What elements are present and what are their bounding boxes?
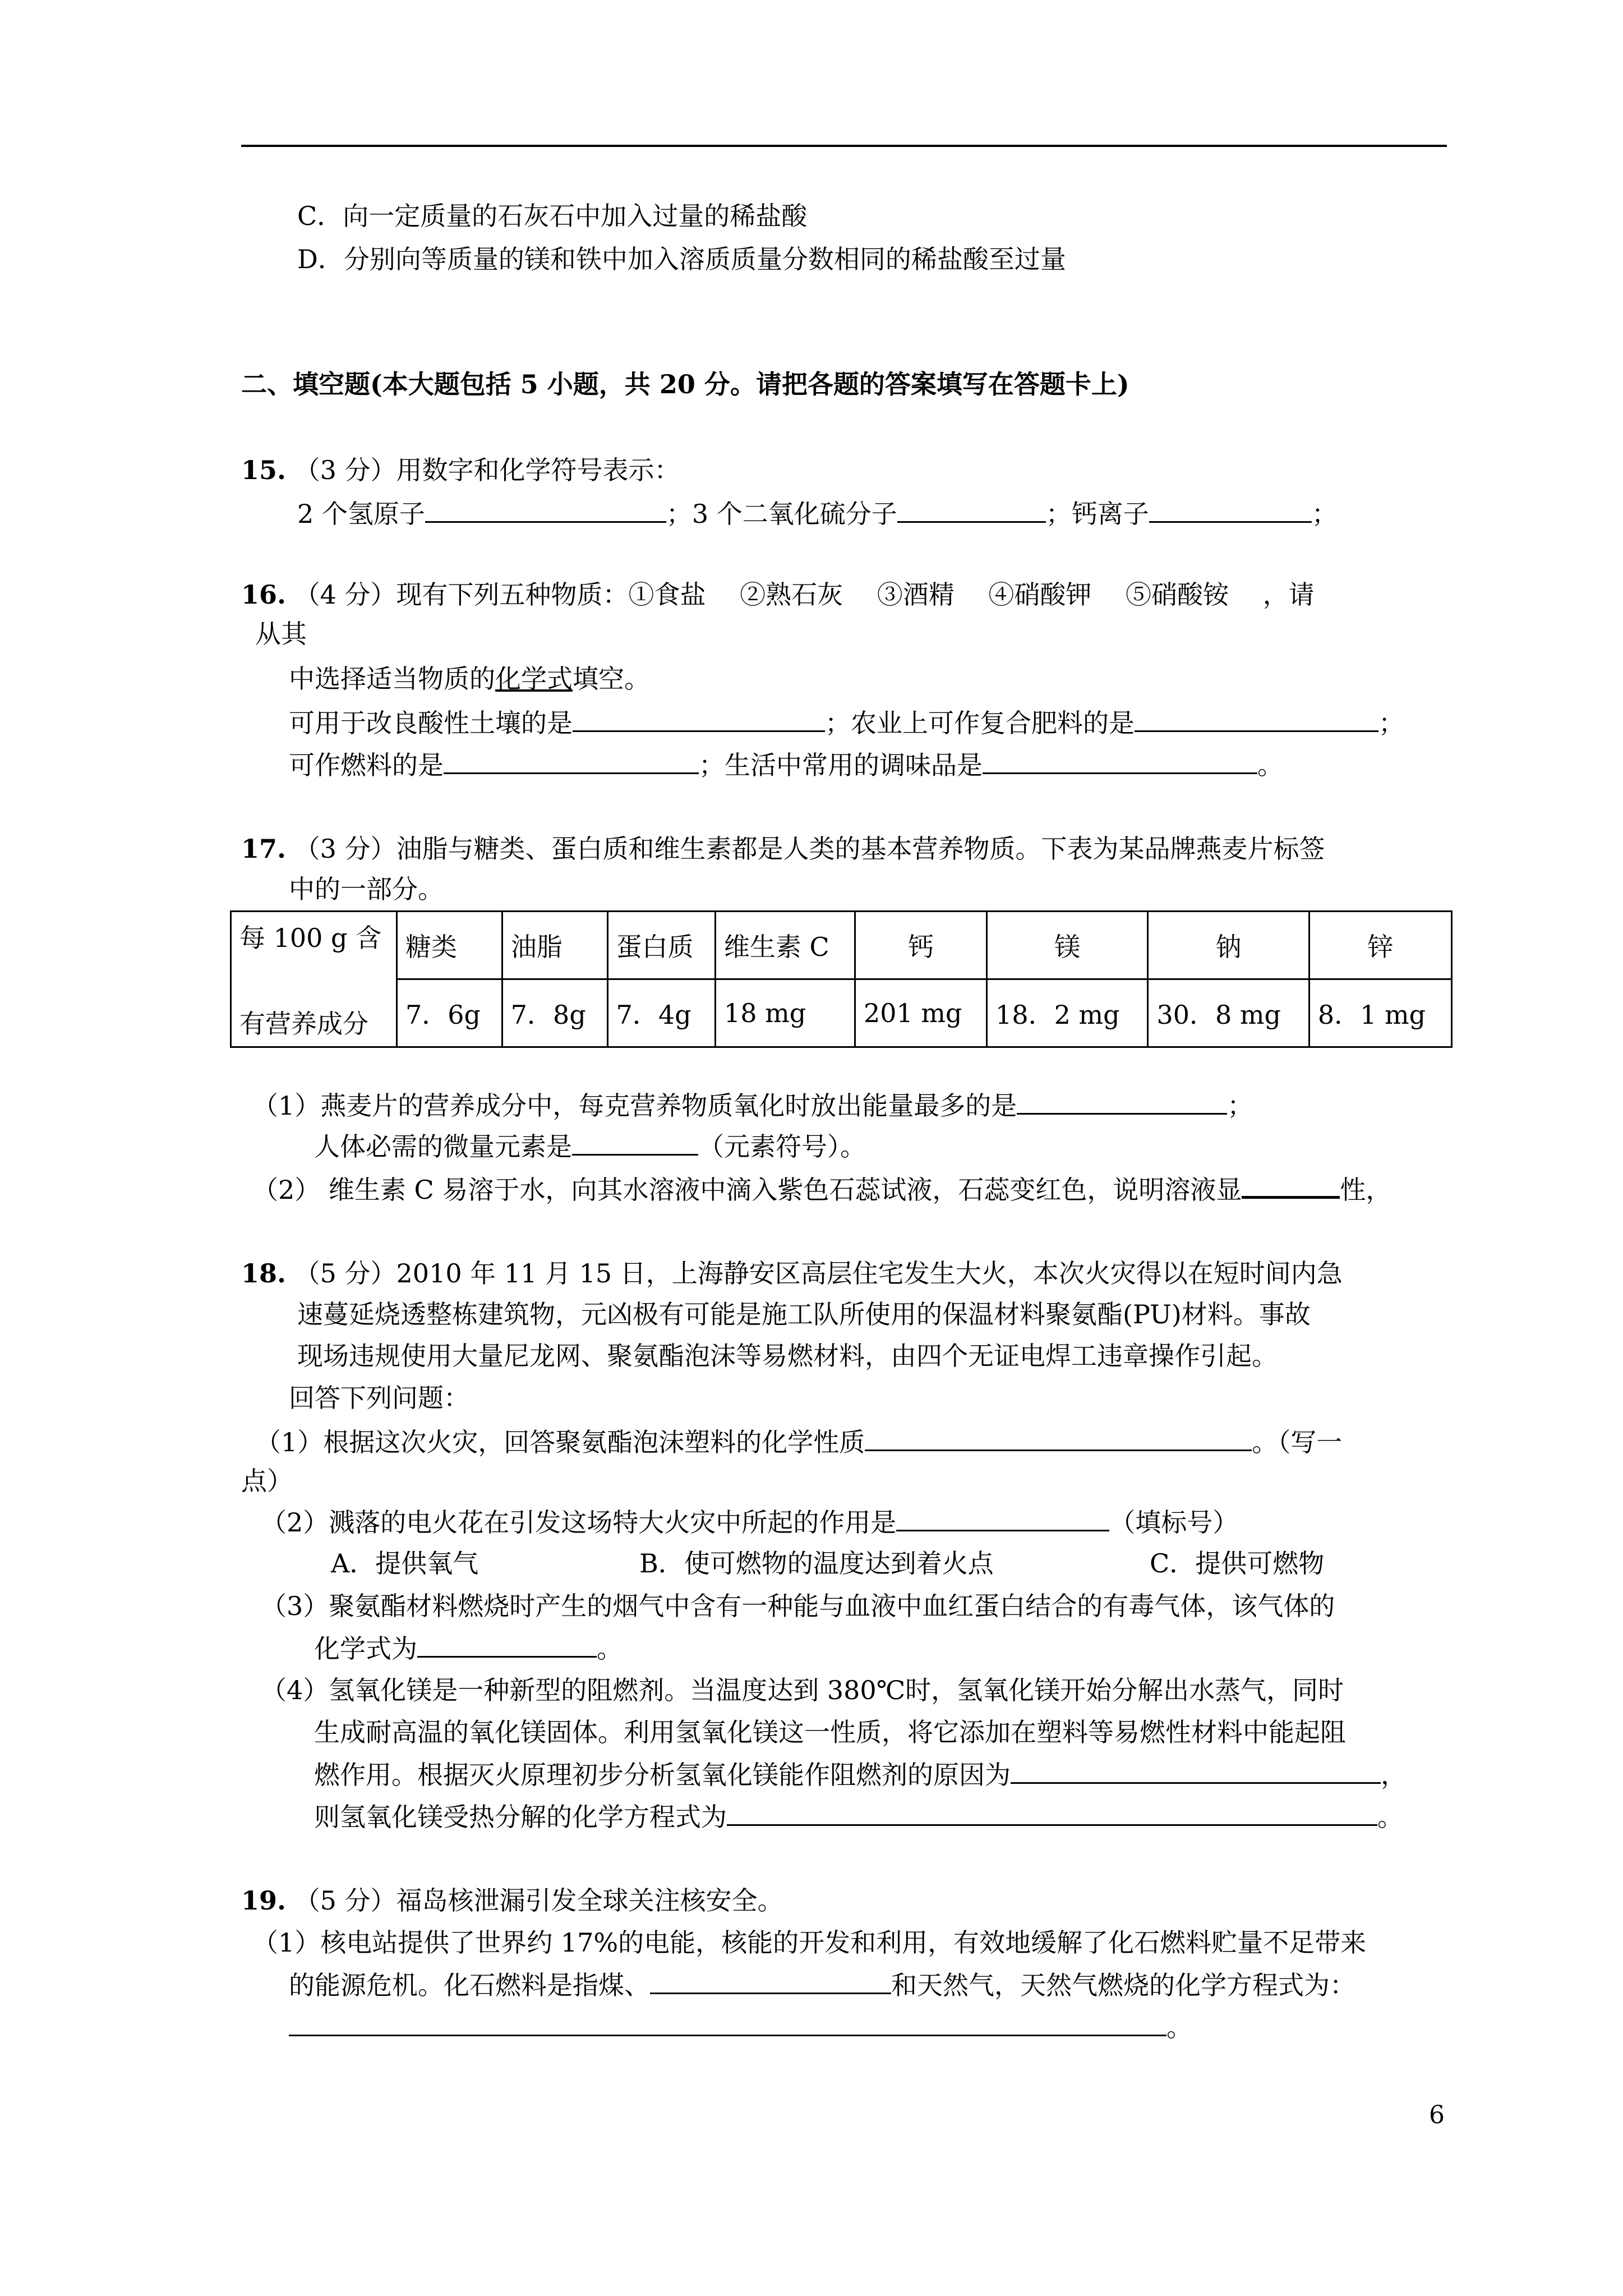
option-d: D．分别向等质量的镁和铁中加入溶质质量分数相同的稀盐酸至过量 [297,244,1066,274]
q18-opt-c: C．提供可燃物 [1150,1548,1325,1579]
q16-stem [241,578,1315,611]
q18-opt-b: B．使可燃物的温度达到着火点 [639,1548,994,1579]
q15-stem [241,453,680,487]
q17-stem-cont: 中的一部分。 [289,874,444,904]
q17-sub1 [252,1088,1253,1122]
q17-sub1-d: （元素符号）。 [698,1131,866,1162]
q18-sub4-line4 [314,1800,1403,1834]
q18-sub4-f: 。 [1377,1802,1403,1832]
q15-blank1[interactable] [425,496,666,523]
q18-blank4[interactable] [1011,1757,1381,1784]
table-val-7: 8．1 mg [1309,979,1451,1047]
q17-sub1-c: 人体必需的微量元素是 [314,1131,572,1162]
q18-sub3-b: 化学式为 [314,1634,417,1664]
q16-number: 16. [241,579,287,610]
table-val-3: 18 mg [715,979,855,1047]
table-val-4: 201 mg [855,979,987,1047]
q16-line4-b: ；生活中常用的调味品是 [699,750,983,780]
q17-sub1-b: ； [1227,1091,1253,1121]
q17-blank2[interactable] [572,1129,698,1156]
q18-sub3: （3）聚氨酯材料燃烧时产生的烟气中含有一种能与血液中血红蛋白结合的有毒气体，该气体的 [261,1591,1335,1621]
q17-sub2 [252,1171,1391,1207]
q16-blank2[interactable] [1135,706,1378,732]
q18-text: （5 分）2010 年 11 月 15 日，上海静安区高层住宅发生大火，本次火灾得以在短时间内急 [294,1258,1343,1289]
q19-blank1[interactable] [650,1968,891,1994]
q18-sub3-line2 [314,1631,623,1665]
q17-blank1[interactable] [1017,1088,1227,1115]
q16-line2-b: 填空。 [573,664,650,694]
q18-stem-4: 回答下列问题： [289,1383,469,1413]
q18-sub4-c: 燃作用。根据灭火原理初步分析氢氧化镁能作阻燃剂的原因为 [314,1760,1011,1790]
table-col-1: 油脂 [502,912,607,979]
q16-underlined-term: 化学式 [495,664,573,694]
q18-stem [241,1257,1343,1290]
table-col-3: 维生素 C [715,912,855,979]
q18-sub2-a: （2）溅落的电火花在引发这场特大火灾中所起的作用是 [261,1507,897,1538]
q19-sub1-b: 的能源危机。化石燃料是指煤、 [289,1970,650,2000]
table-col-2: 蛋白质 [607,912,715,979]
table-val-5: 18．2 mg [987,979,1148,1047]
q18-blank5[interactable] [727,1800,1377,1826]
table-head-top: 每 100 g 含 [231,912,397,979]
q18-sub3-c: 。 [597,1634,623,1664]
q16-text: （4 分）现有下列五种物质：①食盐 ②熟石灰 ③酒精 ④硝酸钾 ⑤硝酸铵 ，请 [294,579,1315,610]
q18-sub1 [255,1425,1342,1459]
option-c: C．向一定质量的石灰石中加入过量的稀盐酸 [297,201,808,231]
q19-sub1-end: 。 [1166,2012,1192,2042]
table-head-bottom: 有营养成分 [231,979,397,1047]
header-rule [241,145,1447,147]
q18-sub4-line3 [314,1757,1407,1792]
q19-sub1: （1）核电站提供了世界约 17%的电能，核能的开发和利用，有效地缓解了化石燃料贮量不足带来 [252,1927,1367,1958]
q18-sub2 [261,1505,1238,1539]
q17-blank3[interactable] [1242,1171,1340,1199]
q19-sub1-c: 和天然气，天然气燃烧的化学方程式为： [891,1970,1355,2000]
q17-number: 17. [241,834,287,864]
q15-number: 15. [241,455,287,485]
q17-text: （3 分）油脂与糖类、蛋白质和维生素都是人类的基本营养物质。下表为某品牌燕麦片标签 [294,834,1325,864]
q16-blank1[interactable] [573,706,825,732]
table-col-7: 锌 [1309,912,1451,979]
q18-number: 18. [241,1258,287,1289]
q18-stem-2: 速蔓延烧透整栋建筑物，元凶极有可能是施工队所使用的保温材料聚氨酯(PU)材料。事故 [297,1299,1311,1329]
page-number: 6 [1429,2101,1445,2129]
q18-stem-3: 现场违规使用大量尼龙网、聚氨酯泡沫等易燃材料，由四个无证电焊工违章操作引起。 [297,1341,1278,1371]
q18-sub4: （4）氢氧化镁是一种新型的阻燃剂。当温度达到 380℃时，氢氧化镁开始分解出水蒸气，同时 [261,1675,1344,1705]
table-col-0: 糖类 [397,912,502,979]
q16-line4-c: 。 [1257,750,1283,780]
q17-stem [241,832,1325,866]
q16-line3-a: 可用于改良酸性土壤的是 [289,708,573,738]
nutrition-table [230,910,1453,1048]
q16-line4-a: 可作燃料的是 [289,750,444,780]
q19-number: 19. [241,1885,287,1916]
q19-stem [241,1884,783,1917]
q18-opt-a: A．提供氧气 [331,1548,479,1579]
table-val-2: 7．4g [607,979,715,1047]
q18-blank3[interactable] [417,1631,597,1658]
q16-line2 [289,662,650,696]
q19-text: （5 分）福岛核泄漏引发全球关注核安全。 [294,1885,783,1916]
q17-sub2-a: （2） 维生素 C 易溶于水，向其水溶液中滴入紫色石蕊试液，石蕊变红色，说明溶液显 [252,1175,1242,1205]
q18-sub4-line2: 生成耐高温的氧化镁固体。利用氢氧化镁这一性质，将它添加在塑料等易燃性材料中能起阻 [314,1717,1346,1747]
q15-item1: 2 个氢原子 [297,499,425,529]
q16-line2-a: 中选择适当物质的 [289,664,495,694]
q18-sub2-b: （填标号） [1109,1507,1239,1538]
table-row [231,912,1452,979]
table-row [231,979,1452,1047]
table-val-0: 7．6g [397,979,502,1047]
q17-sub1-line2 [314,1129,866,1163]
q16-line3-c: ； [1378,708,1404,738]
q18-blank1[interactable] [865,1425,1252,1451]
q15-blank2[interactable] [897,496,1046,523]
q15-item2: ；3 个二氧化硫分子 [666,499,897,529]
q19-blank2[interactable] [289,2010,1166,2036]
q16-line3 [289,706,1404,740]
q15-text: （3 分）用数字和化学符号表示： [294,455,680,485]
q19-sub1-line3 [289,2010,1192,2044]
q18-sub4-d: ， [1381,1760,1407,1790]
q18-sub1-cont: 点） [241,1466,293,1496]
q16-line4 [289,748,1283,782]
q15-line [297,496,1338,531]
q15-end: ； [1311,499,1338,529]
section-title: 二、填空题(本大题包括 5 小题，共 20 分。请把各题的答案填写在答题卡上) [241,369,1129,399]
q15-item3: ；钙离子 [1045,499,1149,529]
q18-sub4-e: 则氢氧化镁受热分解的化学方程式为 [314,1802,727,1832]
q17-sub2-b: 性， [1340,1175,1392,1205]
q16-line3-b: ；农业上可作复合肥料的是 [825,708,1135,738]
q18-sub1-a: （1）根据这次火灾，回答聚氨酯泡沫塑料的化学性质 [255,1427,865,1457]
table-col-6: 钠 [1148,912,1309,979]
q15-blank3[interactable] [1149,496,1312,523]
table-col-4: 钙 [855,912,987,979]
table-col-5: 镁 [987,912,1148,979]
q16-blank4[interactable] [983,748,1257,774]
q18-sub1-b: 。（写一 [1252,1427,1343,1457]
q19-sub1-line2 [289,1968,1355,2002]
table-val-1: 7．8g [502,979,607,1047]
q17-sub1-a: （1）燕麦片的营养成分中，每克营养物质氧化时放出能量最多的是 [252,1091,1017,1121]
table-val-6: 30．8 mg [1148,979,1309,1047]
q18-blank2[interactable] [896,1505,1109,1531]
q16-blank3[interactable] [444,748,699,774]
q16-stem-cont: 从其 [255,619,307,649]
